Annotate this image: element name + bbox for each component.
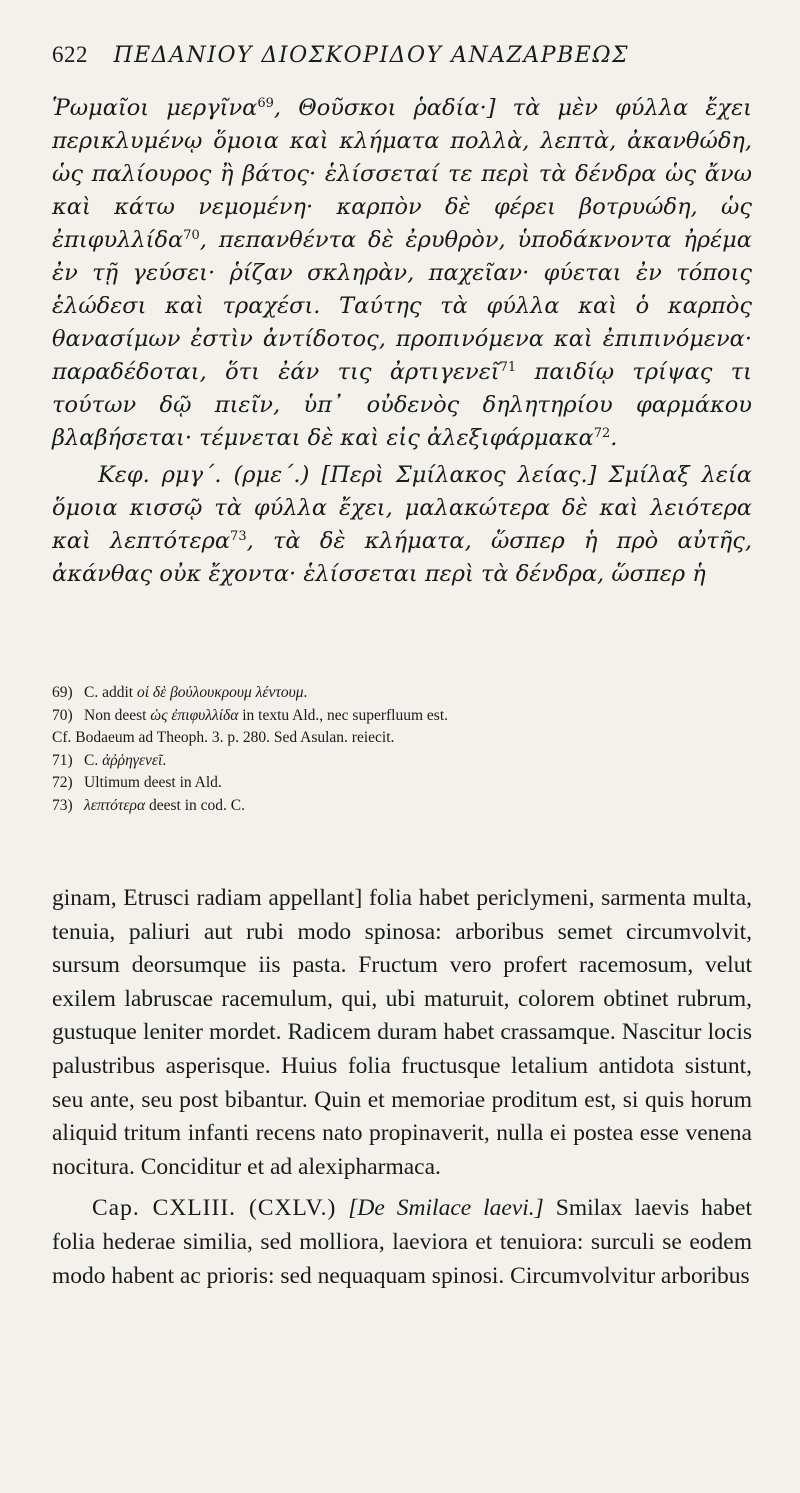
footnote-text: .: [303, 684, 308, 701]
footnote: [52, 795, 752, 818]
latin-paragraph-1: ginam, Etrusci radiam appellant] folia habet periclymeni, sarmenta multa, tenuia, paliuri aut rubi modo spinosa: arboribus semet circumvolvit, sursum deorsumque iis pasta. Fructum vero profert racemosum, velut exilem labruscae racemulum, qui, ubi maturuit, colorem obtinet rubrum, gustuque leniter mordet. Radicem duram habet crassamque. Nascitur locis palustribus asperisque. Huius folia fructusque letalium antidota sistunt, seu ante, seu post bibantur. Quin et memoriae proditum est, si quis horum aliquid tritum infanti recens nato propinaverit, nulla ei postea esse venena nocitura. Conciditur et ad alexipharmaca.: [52, 885, 752, 1180]
footnote-number: 73): [52, 796, 73, 814]
footnote-ref-72: 72: [593, 426, 611, 441]
greek-text-run: παιδίῳ τρίψας τι τούτων δῷ πιεῖν, ὑπ᾿ οὐδενὸς δηλητηρίου φαρμάκου βλαβήσεται· τέμνεται δὲ καὶ εἰς ἀλεξιφάρμακα: [52, 359, 752, 451]
footnote-greek: οἱ δὲ βούλουκρουμ λέντουμ: [136, 684, 304, 701]
latin-translation: [52, 882, 752, 1293]
footnote-continuation: [52, 727, 752, 750]
greek-text-run: , Θοῦσκοι ῥαδία·] τὰ μὲν φύλλα ἔχει περικλυμένῳ ὅμοια καὶ κλήματα πολλὰ, λεπτὰ, ἀκανθώδη, ὡς παλίουρος ἢ βάτος· ἑλίσσεταί τε περὶ τὰ δένδρα ὡς ἄνω καὶ κάτω νεμομένη· καρπὸν δὲ φέρει βοτρυώδη, ὡς ἐπιφυλλίδα: [52, 95, 752, 253]
footnote-text: C.: [84, 751, 103, 769]
greek-text-run: .: [610, 425, 618, 451]
footnotes: [52, 682, 752, 817]
footnote: [52, 750, 752, 773]
footnote-number: 69): [52, 684, 73, 701]
footnote-text: C. addit: [84, 684, 137, 701]
greek-text-run: , τὰ δὲ κλήματα, ὥσπερ ἡ πρὸ αὐτῆς, ἀκάνθας οὐκ ἔχοντα· ἑλίσσεται περὶ τὰ δένδρα, ὥσπερ ἡ: [52, 528, 752, 587]
footnote-number: 70): [52, 706, 73, 724]
greek-text-run: , πεπανθέντα δὲ ἐρυθρὸν, ὑποδάκνοντα ἠρέμα ἐν τῇ γεύσει· ῥίζαν σκληρὰν, παχεῖαν· φύεται ἐν τόποις ἑλώδεσι καὶ τραχέσι. Ταύτης τὰ φύλλα καὶ ὁ καρπὸς θανασίμων ἐστὶν ἀντίδοτος, προπινόμενα καὶ ἐπιπινόμενα· παραδέδοται, ὅτι ἐάν τις ἀρτιγενεῖ: [52, 227, 752, 385]
footnote: [52, 682, 752, 705]
greek-text-run: Ῥωμαῖοι μεργῖνα: [52, 95, 258, 121]
greek-paragraph-1: [52, 92, 752, 455]
footnote: [52, 772, 752, 795]
footnote-text: in textu Ald., nec superfluum est.: [238, 706, 449, 724]
footnote-number: 71): [52, 751, 73, 769]
footnote-text: .: [162, 751, 167, 769]
footnote-ref-71: 71: [499, 360, 517, 375]
footnote-greek: λεπτότερα: [84, 796, 146, 814]
footnote-ref-73: 73: [230, 529, 247, 544]
latin-text-run: Smilax laevis habet folia hederae similia, sed molliora, laeviora et tenuiora: surculi se eodem modo habent ac prioris: sed nequaquam spinosi. Circumvolvitur arboribus: [52, 1195, 752, 1289]
footnote-greek: ὡς ἐπιφυλλίδα: [150, 706, 239, 724]
footnote-text: Cf. Bodaeum ad Theoph. 3. p. 280. Sed Asulan. reiecit.: [52, 729, 395, 746]
footnote-text: deest in cod. C.: [145, 796, 245, 814]
greek-paragraph-2: [52, 459, 752, 591]
greek-text-run: Κεφ. ρμγ΄. (ρμε΄.) [Περὶ Σμίλακος λείας.] Σμίλαξ λεία ὅμοια κισσῷ τὰ φύλλα ἔχει, μαλακώτερα δὲ καὶ λειότερα καὶ λεπτότερα: [52, 462, 752, 554]
footnote-number: 72): [52, 774, 73, 791]
running-title: ΠΕΔΑΝΙΟΥ ΔΙΟΣΚΟΡΙΔΟΥ ΑΝΑΖΑΡΒΕΩΣ: [113, 43, 630, 68]
footnote-text: Non deest: [84, 706, 151, 724]
chapter-heading: Cap. CXLIII. (CXLV.): [92, 1195, 337, 1222]
footnote: [52, 705, 752, 728]
page-number: 622: [52, 42, 88, 67]
greek-text: [52, 92, 752, 591]
latin-paragraph-2: [52, 1192, 752, 1293]
chapter-title: [De Smilace laevi.]: [348, 1195, 544, 1222]
footnote-text: Ultimum deest in Ald.: [84, 774, 222, 791]
footnote-greek: ἀῤῥηγενεῖ: [102, 751, 163, 769]
running-head: [52, 42, 752, 68]
footnote-ref-69: 69: [257, 96, 274, 111]
footnote-ref-70: 70: [183, 228, 200, 243]
